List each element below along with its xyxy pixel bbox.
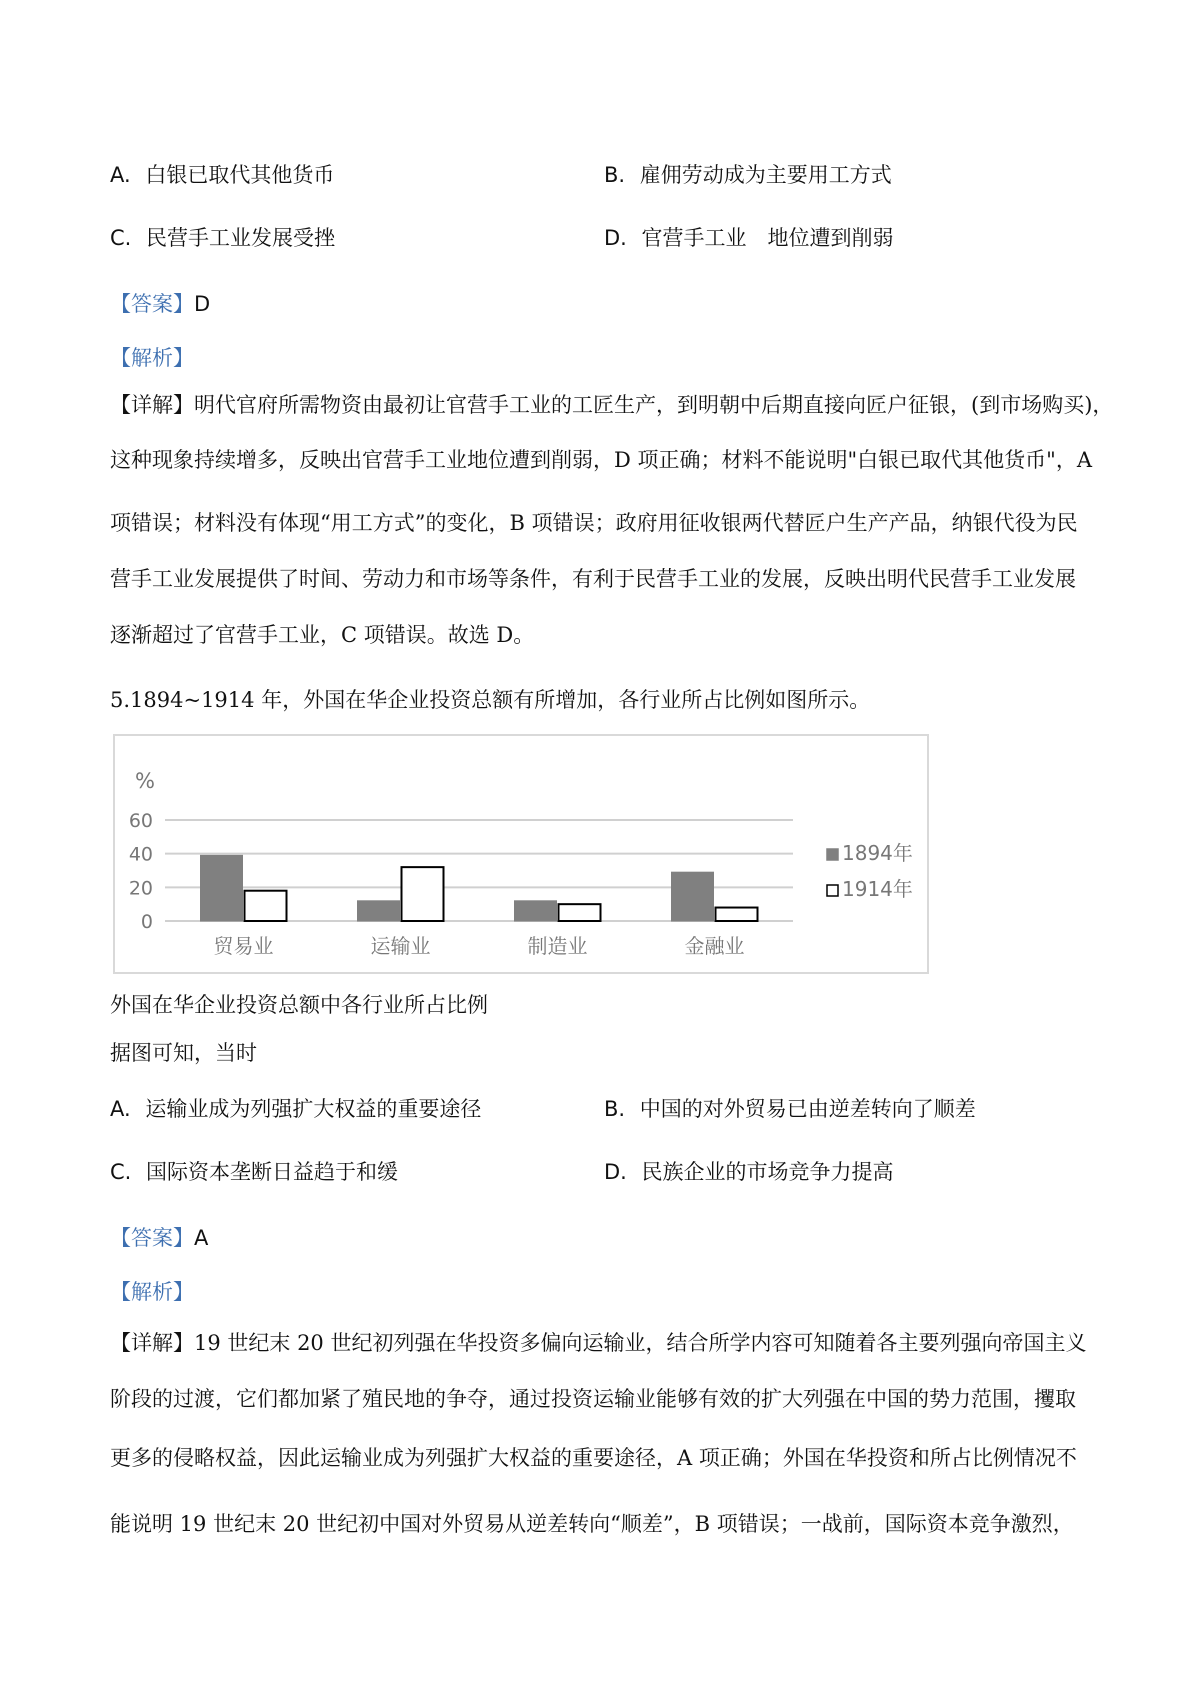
legend-swatch-2 <box>827 885 838 896</box>
q4-option-a-letter: A. <box>110 163 131 187</box>
q5-analysis-tag: 【解析】 <box>110 1280 194 1304</box>
q5-detail-line-2: 阶段的过渡，它们都加紧了殖民地的争夺，通过投资运输业能够有效的扩大列强在中国的势力范围，攫取 <box>110 1387 1076 1411</box>
legend-label-1: 1894年 <box>842 841 913 865</box>
q4-option-b-letter: B. <box>604 163 626 187</box>
q5-stem: 5.1894~1914 年，外国在华企业投资总额有所增加，各行业所占比例如图所示。 <box>110 688 871 712</box>
y-tick-label: 0 <box>140 911 153 933</box>
q5-option-b <box>604 1094 976 1124</box>
q4-analysis-tag: 【解析】 <box>110 346 194 370</box>
x-tick-label: 贸易业 <box>213 934 274 958</box>
q4-answer-tag: 【答案】 <box>110 292 194 316</box>
q5-prompt: 据图可知，当时 <box>110 1041 257 1065</box>
y-tick-label: 40 <box>128 843 153 866</box>
q5-option-c-text: 国际资本垄断日益趋于和缓 <box>146 1160 399 1184</box>
chart-frame <box>113 734 929 974</box>
chart-caption: 外国在华企业投资总额中各行业所占比例 <box>110 993 488 1017</box>
q5-answer-value: A <box>194 1226 209 1250</box>
y-tick-label: 60 <box>128 810 153 832</box>
bar-series1-1 <box>358 901 400 921</box>
y-tick-label: 20 <box>128 877 153 900</box>
x-tick-label: 制造业 <box>527 934 588 958</box>
q4-detail-line-5: 逐渐超过了官营手工业，C 项错误。故选 D。 <box>110 623 535 647</box>
bar-series2-0 <box>245 891 287 921</box>
q4-detail-line-1: 【详解】明代官府所需物资由最初让官营手工业的工匠生产，到明朝中后期直接向匠户征银，(到市场购买)， <box>110 393 1114 417</box>
x-tick-label: 金融业 <box>684 934 745 958</box>
q5-detail-line-1: 【详解】19 世纪末 20 世纪初列强在华投资多偏向运输业，结合所学内容可知随着各主要列强向帝国主义 <box>110 1331 1087 1355</box>
q4-option-a <box>110 160 334 190</box>
q4-answer-value: D <box>194 292 211 316</box>
bar-series1-2 <box>515 901 557 921</box>
q4-option-d <box>604 223 894 253</box>
q5-option-b-text: 中国的对外贸易已由逆差转向了顺差 <box>639 1097 976 1121</box>
q5-option-d-letter: D. <box>604 1160 627 1184</box>
q4-option-c-letter: C. <box>110 226 132 250</box>
q5-option-a <box>110 1094 481 1124</box>
q4-option-c-text: 民营手工业发展受挫 <box>146 226 336 250</box>
q5-option-c <box>110 1157 398 1187</box>
q4-option-d-letter: D. <box>604 226 627 250</box>
q4-option-b <box>604 160 892 190</box>
q5-option-d-text: 民族企业的市场竞争力提高 <box>641 1160 894 1184</box>
bar-series2-3 <box>716 908 758 921</box>
bar-series2-1 <box>402 867 444 921</box>
bar-series1-0 <box>201 855 243 921</box>
x-tick-label: 运输业 <box>370 934 431 958</box>
q5-option-b-letter: B. <box>604 1097 626 1121</box>
q5-answer <box>110 1223 208 1253</box>
bar-chart <box>115 736 927 972</box>
q5-option-a-text: 运输业成为列强扩大权益的重要途径 <box>145 1097 482 1121</box>
bar-series1-3 <box>672 872 714 921</box>
q4-option-b-text: 雇佣劳动成为主要用工方式 <box>639 163 892 187</box>
q4-detail-line-4: 营手工业发展提供了时间、劳动力和市场等条件，有利于民营手工业的发展，反映出明代民营手工业发展 <box>110 567 1076 591</box>
q4-option-d-text: 官营手工业 地位遭到削弱 <box>641 226 894 250</box>
legend-swatch-1 <box>827 849 838 860</box>
q4-option-a-text: 白银已取代其他货币 <box>145 163 335 187</box>
q5-detail-line-3: 更多的侵略权益，因此运输业成为列强扩大权益的重要途径，A 项正确；外国在华投资和所占比例情况不 <box>110 1446 1077 1470</box>
q4-detail-line-2: 这种现象持续增多，反映出官营手工业地位遭到削弱，D 项正确；材料不能说明"白银已取代其他货币"，A <box>110 448 1092 472</box>
legend-label-2: 1914年 <box>842 877 913 901</box>
y-axis-label: % <box>135 769 155 793</box>
q5-option-c-letter: C. <box>110 1160 132 1184</box>
q4-option-c <box>110 223 335 253</box>
q4-answer <box>110 289 210 319</box>
bar-series2-2 <box>559 904 601 921</box>
q5-option-d <box>604 1157 894 1187</box>
q5-answer-tag: 【答案】 <box>110 1226 194 1250</box>
q5-detail-line-4: 能说明 19 世纪末 20 世纪初中国对外贸易从逆差转向“顺差”，B 项错误；一战前，国际资本竞争激烈， <box>110 1512 1074 1536</box>
q4-detail-line-3: 项错误；材料没有体现“用工方式”的变化，B 项错误；政府用征收银两代替匠户生产产品，纳银代役为民 <box>110 511 1078 535</box>
q5-option-a-letter: A. <box>110 1097 131 1121</box>
